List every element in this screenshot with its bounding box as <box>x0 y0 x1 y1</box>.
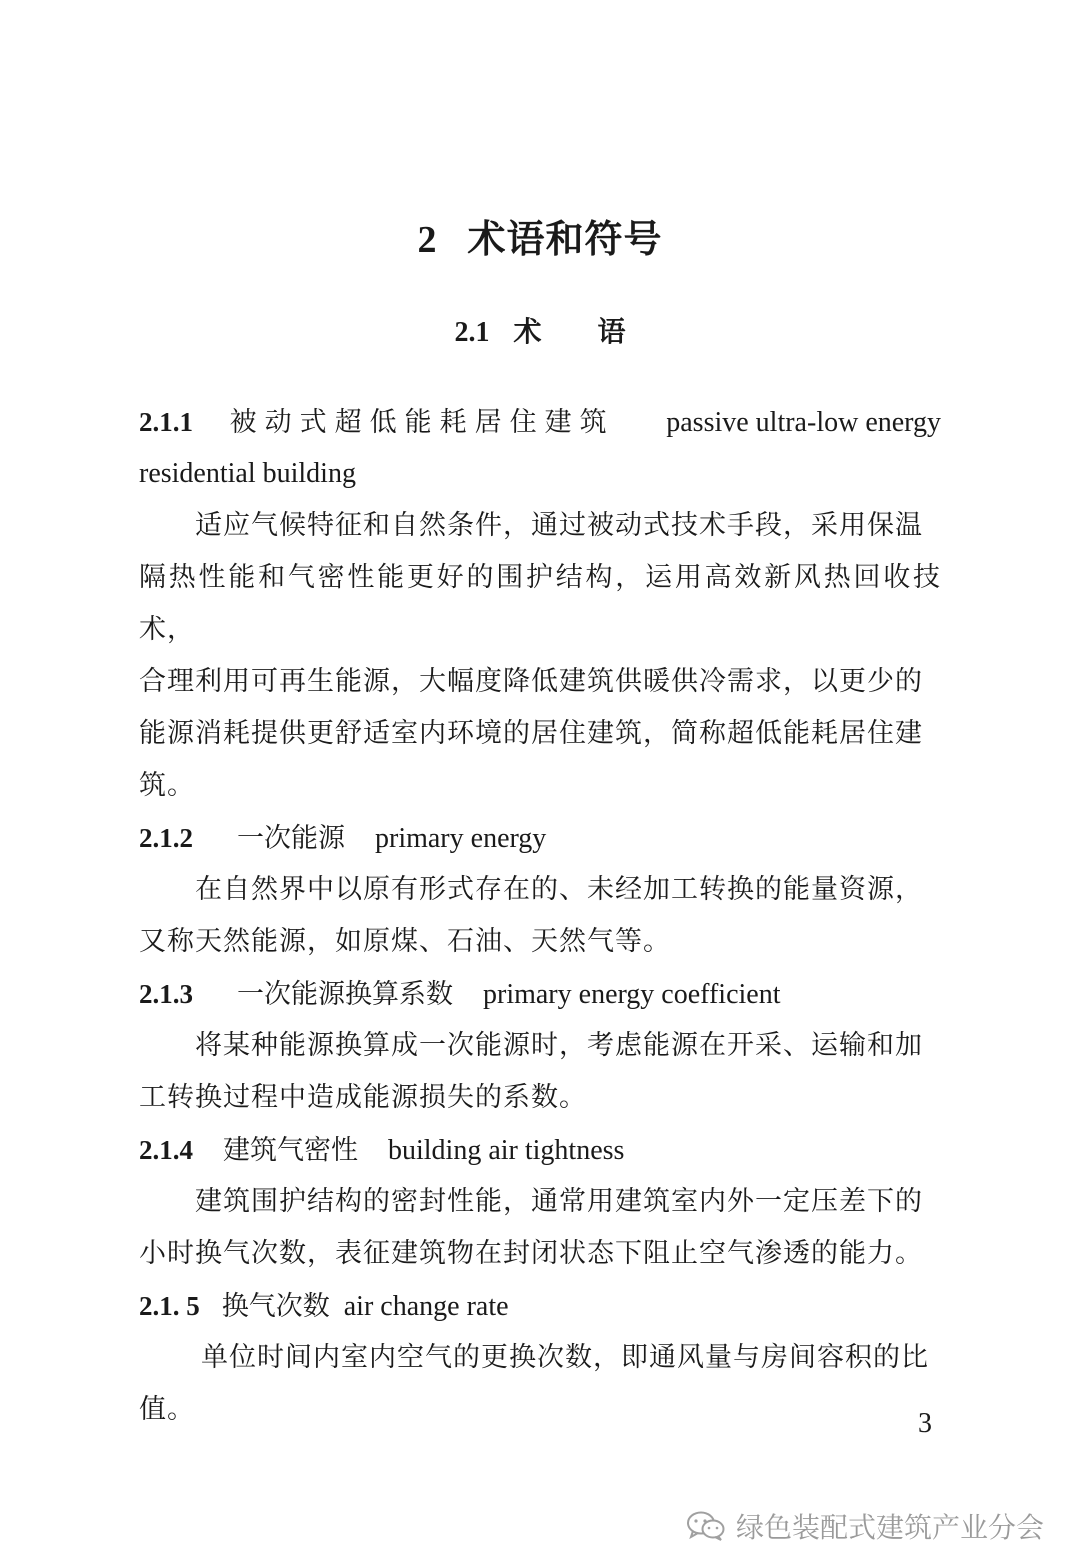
term-en: building air tightness <box>388 1135 625 1166</box>
term-definition-line: 能源消耗提供更舒适室内环境的居住建筑，简称超低能耗居住建 <box>139 718 923 749</box>
wechat-icon <box>686 1510 726 1542</box>
term-definition-line: 在自然界中以原有形式存在的、未经加工转换的能量资源， <box>195 874 923 905</box>
chapter-title-text: 术语和符号 <box>467 216 663 261</box>
term-number: 2.1. 5 <box>139 1291 200 1321</box>
term-en: primary energy coefficient <box>483 979 781 1010</box>
term-definition-line: 适应气候特征和自然条件，通过被动式技术手段，采用保温 <box>195 510 923 541</box>
section-title <box>0 310 1080 350</box>
term-definition-line: 合理利用可再生能源，大幅度降低建筑供暖供冷需求，以更少的 <box>139 666 923 697</box>
term-en-continued <box>139 448 941 500</box>
term-cn: 建筑气密性 <box>223 1135 358 1166</box>
term-en: passive ultra-low energy <box>666 407 941 438</box>
term-definition-line: 值。 <box>139 1394 195 1425</box>
term-heading <box>139 1124 941 1176</box>
term-number: 2.1.2 <box>139 823 193 853</box>
page-number: 3 <box>918 1408 932 1439</box>
term-definition-line: 将某种能源换算成一次能源时，考虑能源在开采、运输和加 <box>195 1030 923 1061</box>
term-definition-line: 单位时间内室内空气的更换次数，即通风量与房间容积的比 <box>201 1342 929 1373</box>
term-cn: 一次能源换算系数 <box>237 979 453 1010</box>
watermark-text: 绿色装配式建筑产业分会 <box>735 1511 1044 1544</box>
chapter-number: 2 <box>417 219 438 261</box>
section-title-text: 术语 <box>513 315 682 348</box>
term-heading <box>139 396 941 448</box>
watermark <box>686 1506 1044 1546</box>
term-definition-line: 隔热性能和气密性能更好的围护结构，运用高效新风热回收技术， <box>139 562 941 645</box>
terms-content <box>139 396 941 1436</box>
term-definition-line: 筑。 <box>139 770 195 801</box>
chapter-title <box>0 208 1080 263</box>
term-en: primary energy <box>375 823 547 854</box>
term-number: 2.1.3 <box>139 979 193 1009</box>
term-definition-line: 建筑围护结构的密封性能，通常用建筑室内外一定压差下的 <box>195 1186 923 1217</box>
term-number: 2.1.1 <box>139 407 193 437</box>
section-number: 2.1 <box>454 317 490 348</box>
term-cn: 被动式超低能耗居住建筑 <box>229 407 615 438</box>
term-heading <box>139 1280 941 1332</box>
term-en: air change rate <box>343 1291 509 1322</box>
term-cn: 换气次数 <box>221 1291 330 1322</box>
term-number: 2.1.4 <box>139 1135 193 1165</box>
term-definition-line: 工转换过程中造成能源损失的系数。 <box>139 1082 587 1113</box>
term-heading <box>139 812 941 864</box>
term-cn: 一次能源 <box>237 823 345 854</box>
term-definition-line: 又称天然能源，如原煤、石油、天然气等。 <box>139 926 671 957</box>
term-heading <box>139 968 941 1020</box>
term-definition-line: 小时换气次数，表征建筑物在封闭状态下阻止空气渗透的能力。 <box>139 1238 923 1269</box>
term-en-line2: residential building <box>139 458 356 489</box>
